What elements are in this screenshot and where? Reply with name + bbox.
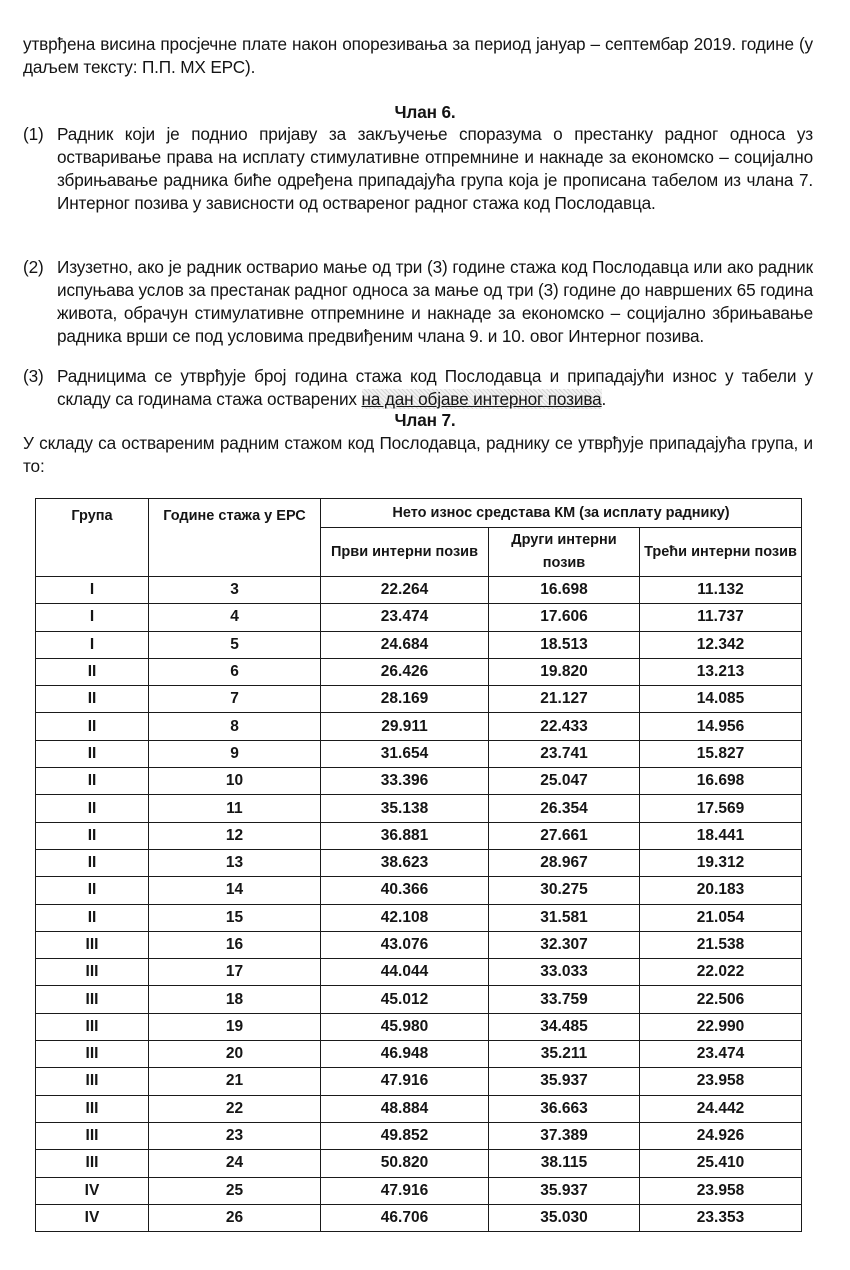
cell-group: IV xyxy=(36,1177,149,1204)
cell-third-call: 11.737 xyxy=(640,604,802,631)
item-number: (1) xyxy=(23,124,44,144)
cell-years: 16 xyxy=(149,931,321,958)
cell-years: 24 xyxy=(149,1150,321,1177)
cell-group: II xyxy=(36,849,149,876)
cell-second-call: 28.967 xyxy=(489,849,640,876)
cell-group: I xyxy=(36,631,149,658)
table-row xyxy=(36,1204,802,1231)
cell-first-call: 40.366 xyxy=(321,877,489,904)
cell-first-call: 35.138 xyxy=(321,795,489,822)
article-7-title: Члан 7. xyxy=(394,410,456,430)
cell-group: I xyxy=(36,604,149,631)
cell-third-call: 24.442 xyxy=(640,1095,802,1122)
header-third-call: Трећи интерни позив xyxy=(640,528,802,577)
cell-group: IV xyxy=(36,1204,149,1231)
cell-second-call: 33.033 xyxy=(489,959,640,986)
cell-third-call: 23.474 xyxy=(640,1041,802,1068)
cell-second-call: 18.513 xyxy=(489,631,640,658)
table-row xyxy=(36,1068,802,1095)
cell-group: III xyxy=(36,1122,149,1149)
highlighted-phrase: на дан објаве интерног позива xyxy=(361,389,602,409)
item-number: (3) xyxy=(23,366,44,386)
cell-group: III xyxy=(36,1013,149,1040)
cell-third-call: 19.312 xyxy=(640,849,802,876)
cell-first-call: 47.916 xyxy=(321,1177,489,1204)
table-row xyxy=(36,822,802,849)
cell-years: 17 xyxy=(149,959,321,986)
cell-years: 6 xyxy=(149,658,321,685)
cell-third-call: 25.410 xyxy=(640,1150,802,1177)
cell-first-call: 29.911 xyxy=(321,713,489,740)
table-row xyxy=(36,1095,802,1122)
cell-group: III xyxy=(36,1150,149,1177)
item-text: Изузетно, ако је радник остварио мање од три (3) године стажа код Послодавца или ако радник испуњава услов за престанак радног односа за мање од три (3) године до навршених 65 година живота, обрачун стимулативне отпремнине и накнаде за економско – социјално збрињавање радника врши се под условима предвиђеним члана 9. и 10. овог Интерног позива. xyxy=(57,257,813,346)
cell-third-call: 15.827 xyxy=(640,740,802,767)
cell-first-call: 38.623 xyxy=(321,849,489,876)
cell-second-call: 36.663 xyxy=(489,1095,640,1122)
article-7-intro: У складу са оствареним радним стажом код Послодавца, раднику се утврђује припадајућа група, и то: xyxy=(23,433,813,476)
cell-third-call: 23.958 xyxy=(640,1068,802,1095)
cell-second-call: 35.030 xyxy=(489,1204,640,1231)
cell-years: 20 xyxy=(149,1041,321,1068)
cell-group: II xyxy=(36,686,149,713)
cell-first-call: 48.884 xyxy=(321,1095,489,1122)
cell-third-call: 20.183 xyxy=(640,877,802,904)
cell-third-call: 23.958 xyxy=(640,1177,802,1204)
table-row xyxy=(36,959,802,986)
table-row xyxy=(36,1122,802,1149)
article-6-title: Члан 6. xyxy=(394,102,456,122)
cell-second-call: 23.741 xyxy=(489,740,640,767)
cell-second-call: 21.127 xyxy=(489,686,640,713)
cell-years: 22 xyxy=(149,1095,321,1122)
cell-second-call: 16.698 xyxy=(489,577,640,604)
cell-first-call: 44.044 xyxy=(321,959,489,986)
cell-first-call: 49.852 xyxy=(321,1122,489,1149)
cell-group: III xyxy=(36,959,149,986)
cell-years: 11 xyxy=(149,795,321,822)
cell-second-call: 37.389 xyxy=(489,1122,640,1149)
item-text: Радницима се утврђује број година стажа код Послодавца и припадајући износ у табели у складу са годинама стажа остварених на дан објаве интерног позива. xyxy=(57,366,813,409)
cell-second-call: 27.661 xyxy=(489,822,640,849)
cell-group: I xyxy=(36,577,149,604)
item-number: (2) xyxy=(23,257,44,277)
cell-group: III xyxy=(36,931,149,958)
cell-years: 15 xyxy=(149,904,321,931)
table-row xyxy=(36,631,802,658)
cell-years: 5 xyxy=(149,631,321,658)
cell-third-call: 14.085 xyxy=(640,686,802,713)
cell-third-call: 16.698 xyxy=(640,768,802,795)
cell-years: 4 xyxy=(149,604,321,631)
cell-second-call: 33.759 xyxy=(489,986,640,1013)
cell-second-call: 35.937 xyxy=(489,1068,640,1095)
severance-table xyxy=(35,498,802,1232)
table-row xyxy=(36,658,802,685)
cell-group: III xyxy=(36,1095,149,1122)
cell-first-call: 45.012 xyxy=(321,986,489,1013)
cell-years: 9 xyxy=(149,740,321,767)
cell-first-call: 31.654 xyxy=(321,740,489,767)
header-years: Године стажа у ЕРС xyxy=(149,499,321,577)
cell-first-call: 23.474 xyxy=(321,604,489,631)
cell-second-call: 38.115 xyxy=(489,1150,640,1177)
cell-group: III xyxy=(36,986,149,1013)
header-second-call: Други интерни позив xyxy=(489,528,640,577)
cell-group: II xyxy=(36,658,149,685)
cell-first-call: 33.396 xyxy=(321,768,489,795)
cell-first-call: 24.684 xyxy=(321,631,489,658)
cell-third-call: 17.569 xyxy=(640,795,802,822)
cell-years: 26 xyxy=(149,1204,321,1231)
cell-third-call: 22.990 xyxy=(640,1013,802,1040)
cell-third-call: 21.538 xyxy=(640,931,802,958)
cell-years: 3 xyxy=(149,577,321,604)
item-text: Радник који је поднио пријаву за закључење споразума о престанку радног односа уз остваривање права на исплату стимулативне отпремнине и накнаде за економско – социјално збрињавање радника биће одређена припадајућа група која је прописана табелом из члана 7. Интерног позива у зависности од оствареног радног стажа код Послодавца. xyxy=(57,124,813,213)
cell-second-call: 34.485 xyxy=(489,1013,640,1040)
table-row xyxy=(36,849,802,876)
table-row xyxy=(36,795,802,822)
cell-group: II xyxy=(36,904,149,931)
cell-third-call: 24.926 xyxy=(640,1122,802,1149)
cell-second-call: 31.581 xyxy=(489,904,640,931)
cell-years: 12 xyxy=(149,822,321,849)
cell-group: II xyxy=(36,768,149,795)
cell-group: II xyxy=(36,713,149,740)
cell-third-call: 22.022 xyxy=(640,959,802,986)
cell-third-call: 21.054 xyxy=(640,904,802,931)
cell-years: 18 xyxy=(149,986,321,1013)
article-6-item-2 xyxy=(23,256,813,348)
header-group: Група xyxy=(36,499,149,577)
cell-third-call: 11.132 xyxy=(640,577,802,604)
cell-first-call: 45.980 xyxy=(321,1013,489,1040)
cell-first-call: 46.948 xyxy=(321,1041,489,1068)
cell-years: 13 xyxy=(149,849,321,876)
article-6-item-1 xyxy=(23,123,813,215)
cell-first-call: 28.169 xyxy=(321,686,489,713)
cell-years: 10 xyxy=(149,768,321,795)
article-6-item-3 xyxy=(23,365,813,411)
table-body xyxy=(36,577,802,1232)
cell-first-call: 50.820 xyxy=(321,1150,489,1177)
cell-third-call: 18.441 xyxy=(640,822,802,849)
cell-group: II xyxy=(36,740,149,767)
cell-second-call: 35.937 xyxy=(489,1177,640,1204)
table-row xyxy=(36,1013,802,1040)
cell-third-call: 23.353 xyxy=(640,1204,802,1231)
table-row xyxy=(36,713,802,740)
table-row xyxy=(36,768,802,795)
cell-years: 19 xyxy=(149,1013,321,1040)
cell-second-call: 22.433 xyxy=(489,713,640,740)
cell-second-call: 35.211 xyxy=(489,1041,640,1068)
cell-second-call: 32.307 xyxy=(489,931,640,958)
cell-third-call: 13.213 xyxy=(640,658,802,685)
table-row xyxy=(36,604,802,631)
cell-first-call: 36.881 xyxy=(321,822,489,849)
cell-group: II xyxy=(36,822,149,849)
table-row xyxy=(36,986,802,1013)
table-row xyxy=(36,877,802,904)
cell-group: III xyxy=(36,1041,149,1068)
cell-group: II xyxy=(36,877,149,904)
cell-years: 14 xyxy=(149,877,321,904)
cell-third-call: 12.342 xyxy=(640,631,802,658)
cell-third-call: 14.956 xyxy=(640,713,802,740)
table-row xyxy=(36,931,802,958)
intro-text: утврђена висина просјечне плате након опорезивања за период јануар – септембар 2019. године (у даљем тексту: П.П. МХ ЕРС). xyxy=(23,34,813,77)
cell-first-call: 43.076 xyxy=(321,931,489,958)
table-row xyxy=(36,740,802,767)
cell-years: 21 xyxy=(149,1068,321,1095)
cell-second-call: 26.354 xyxy=(489,795,640,822)
cell-second-call: 19.820 xyxy=(489,658,640,685)
cell-years: 23 xyxy=(149,1122,321,1149)
table-row xyxy=(36,1041,802,1068)
cell-third-call: 22.506 xyxy=(640,986,802,1013)
cell-second-call: 25.047 xyxy=(489,768,640,795)
cell-group: II xyxy=(36,795,149,822)
header-net-amount: Нето износ средстава КМ (за исплату раднику) xyxy=(321,499,802,528)
cell-first-call: 22.264 xyxy=(321,577,489,604)
table-row xyxy=(36,1177,802,1204)
cell-second-call: 17.606 xyxy=(489,604,640,631)
cell-first-call: 47.916 xyxy=(321,1068,489,1095)
cell-group: III xyxy=(36,1068,149,1095)
table-row xyxy=(36,904,802,931)
cell-years: 7 xyxy=(149,686,321,713)
table-row xyxy=(36,577,802,604)
table-row xyxy=(36,1150,802,1177)
cell-years: 8 xyxy=(149,713,321,740)
cell-years: 25 xyxy=(149,1177,321,1204)
cell-first-call: 26.426 xyxy=(321,658,489,685)
cell-first-call: 42.108 xyxy=(321,904,489,931)
cell-second-call: 30.275 xyxy=(489,877,640,904)
table-row xyxy=(36,686,802,713)
header-first-call: Први интерни позив xyxy=(321,528,489,577)
cell-first-call: 46.706 xyxy=(321,1204,489,1231)
intro-paragraph xyxy=(23,33,813,79)
